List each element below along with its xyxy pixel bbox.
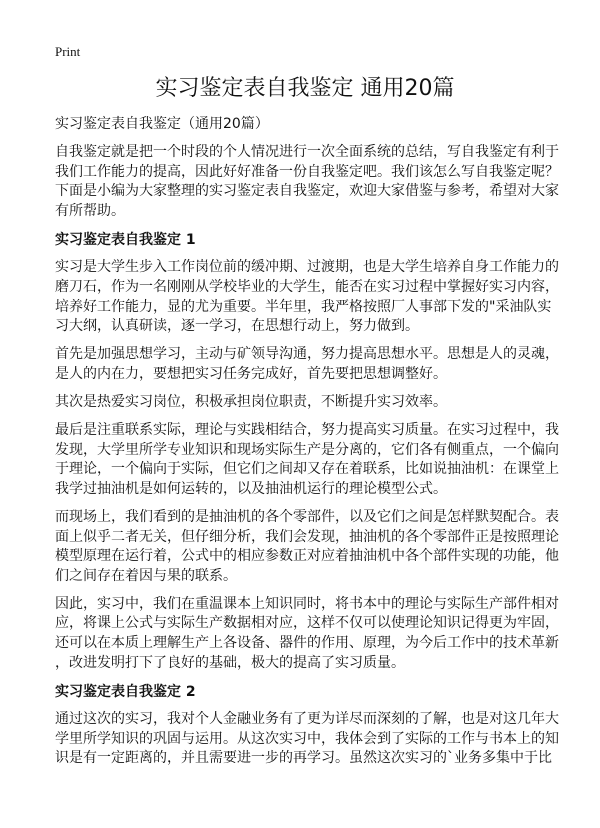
- text-line: 识是有一定距离的，并且需要进一步的再学习。虽然这次实习的`业务多集中于比: [55, 750, 552, 767]
- text-line: 首先是加强思想学习，主动与矿领导沟通，努力提高思想水平。思想是人的灵魂，: [55, 346, 559, 363]
- document-page: [55, 44, 559, 777]
- text-line: 磨刀石，作为一名刚刚从学校毕业的大学生，能否在实习过程中掌握好实习内容，: [55, 278, 559, 295]
- text-line: 培养好工作能力，显的尤为重要。半年里，我严格按照厂人事部下发的"采油队实: [55, 298, 552, 315]
- document-title: 实习鉴定表自我鉴定 通用20篇: [155, 76, 455, 101]
- paragraph: [55, 393, 555, 413]
- paragraph: [55, 421, 559, 499]
- text-line: 我学过抽油机是如何运转的，以及抽油机运行的理论模型公式。: [55, 480, 447, 497]
- text-line: ，改进发明打下了良好的基础，极大的提高了实习质量。: [55, 654, 405, 671]
- document-subtitle: 实习鉴定表自我鉴定（通用20篇）: [55, 116, 269, 132]
- text-line: 于理论，一个偏向于实际，但它们之间却又存在着联系，比如说抽油机：在课堂上: [55, 461, 559, 478]
- text-line: 还可以在本质上理解生产上各设备、器件的作用、原理，为今后工作中的技术革新: [55, 634, 559, 651]
- text-line: 其次是热爱实习岗位，积极承担岗位职责，不断提升实习效率。: [55, 393, 447, 410]
- section-heading: 实习鉴定表自我鉴定 1: [55, 231, 196, 248]
- text-line: 们之间存在着因与果的联系。: [55, 567, 237, 584]
- text-line: 而现场上，我们看到的是抽油机的各个零部件，以及它们之间是怎样默契配合。表: [55, 508, 559, 525]
- paragraph: [55, 508, 559, 586]
- text-line: 有所帮助。: [55, 202, 125, 219]
- text-line: 发现，大学里所学专业知识和现场实际生产是分离的，它们各有侧重点，一个偏向: [55, 441, 559, 458]
- text-line: 我们工作能力的提高，因此好好准备一份自我鉴定吧。我们该怎么写自我鉴定呢？: [55, 163, 559, 180]
- text-line: 自我鉴定就是把一个时段的个人情况进行一次全面系统的总结，写自我鉴定有利于: [55, 144, 559, 160]
- text-line: 模型原理在运行着，公式中的相应参数正对应着抽油机中各个部件实现的功能，他: [55, 548, 559, 565]
- intro-paragraph: [55, 143, 559, 221]
- text-line: 面上似乎二者无关，但仔细分析，我们会发现，抽油机的各个零部件正是按照理论: [55, 528, 559, 545]
- paragraph: [55, 710, 559, 769]
- text-line: 通过这次的实习，我对个人金融业务有了更为详尽而深刻的了解，也是对这几年大: [55, 711, 559, 728]
- paragraph: [55, 258, 559, 336]
- text-line: 最后是注重联系实际，理论与实践相结合，努力提高实习质量。在实习过程中，我: [55, 422, 559, 439]
- section-heading: 实习鉴定表自我鉴定 2: [55, 683, 196, 700]
- text-line: 因此，实习中，我们在重温课本上知识同时，将书本中的理论与实际生产部件相对: [55, 595, 559, 612]
- text-line: 实习是大学生步入工作岗位前的缓冲期、过渡期，也是大学生培养自身工作能力的: [55, 259, 559, 276]
- paragraph: [55, 345, 559, 384]
- text-line: 习大纲，认真研读，逐一学习，在思想行动上，努力做到。: [55, 318, 419, 335]
- text-line: 是人的内在力，要想把实习任务完成好，首先要把思想调整好。: [55, 365, 447, 382]
- text-line: 应，将课上公式与实际生产数据相对应，这样不仅可以使理论知识记得更为牢固，: [55, 615, 559, 632]
- paragraph: [55, 595, 559, 673]
- text-line: 学里所学知识的巩固与运用。从这次实习中，我体会到了实际的工作与书本上的知: [55, 730, 559, 747]
- text-line: 下面是小编为大家整理的实习鉴定表自我鉴定，欢迎大家借鉴与参考，希望对大家: [55, 183, 559, 200]
- print-link[interactable]: Print: [55, 44, 81, 59]
